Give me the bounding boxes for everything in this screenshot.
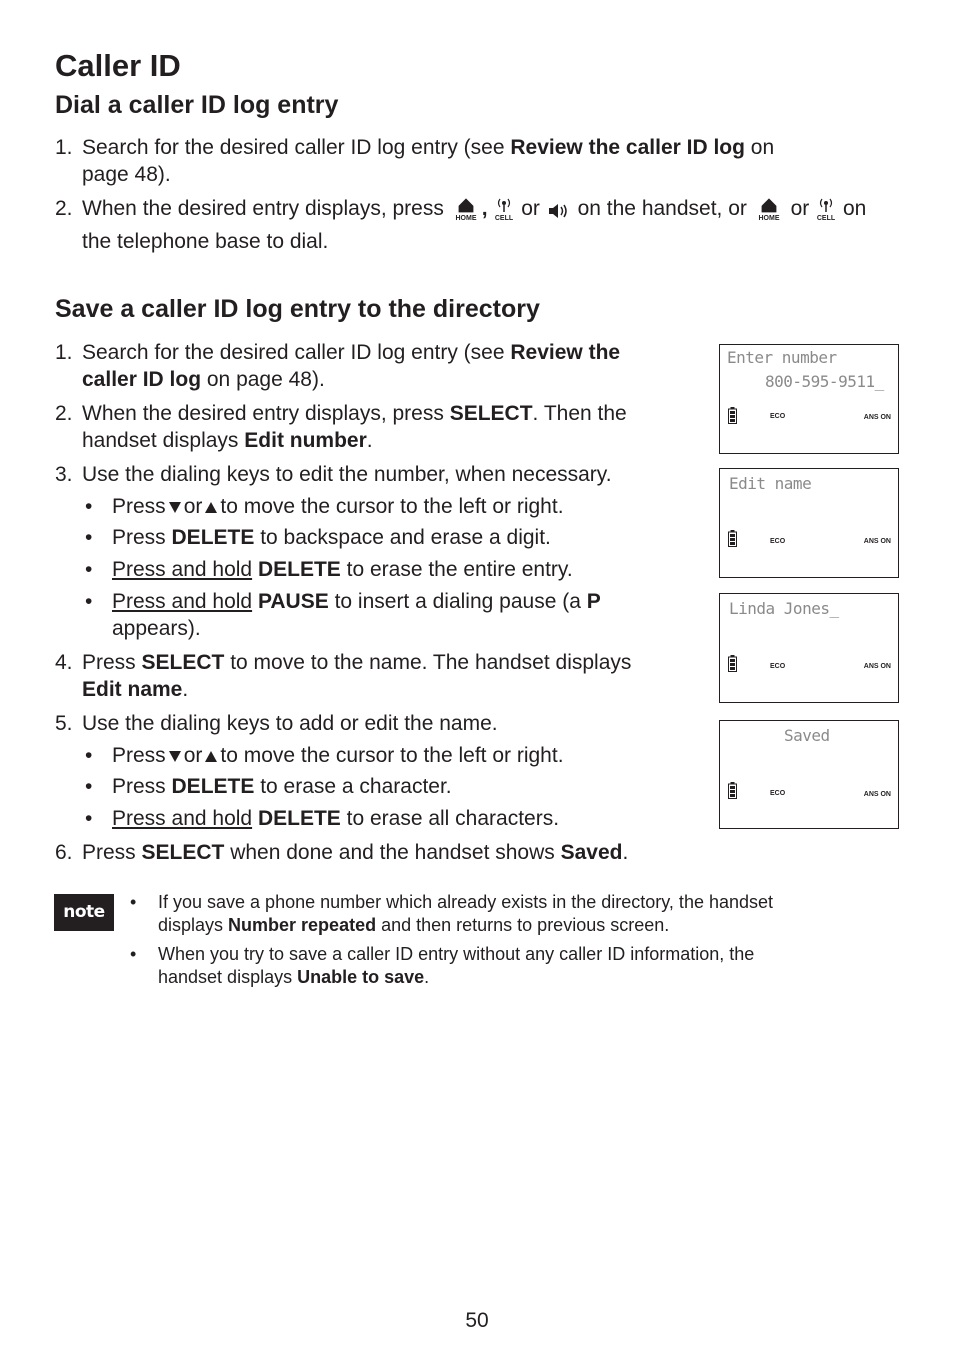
save-step-6: 6. Press SELECT when done and the handset shows Saved. <box>55 841 629 864</box>
lcd-screen-edit-name: Edit name ECO ANS ON <box>719 468 899 578</box>
up-arrow-icon <box>205 751 217 762</box>
list-item: • Press or to move the cursor to the left or right. <box>85 495 564 518</box>
cell-icon <box>494 195 514 228</box>
list-item: • Press DELETE to erase a character. <box>85 775 452 798</box>
battery-icon <box>728 655 737 672</box>
note-item: • When you try to save a caller ID entry without any caller ID information, the handset displays Unable to save. <box>130 944 755 987</box>
section-heading-dial: Dial a caller ID log entry <box>55 91 339 119</box>
home-icon <box>451 195 481 228</box>
cell-icon <box>816 195 836 228</box>
down-arrow-icon <box>169 751 181 762</box>
list-item: • Press DELETE to backspace and erase a digit. <box>85 526 551 549</box>
list-item: • Press and hold DELETE to erase the entire entry. <box>85 558 573 581</box>
lcd-screen-saved: Saved ECO ANS ON <box>719 720 899 829</box>
page-number: 50 <box>465 1309 489 1332</box>
save-step-1: 1. Search for the desired caller ID log entry (see Review the caller ID log on page 48). <box>55 341 621 391</box>
battery-icon <box>728 407 737 424</box>
list-item: • Press and hold DELETE to erase all characters. <box>85 807 560 830</box>
lcd-screen-enter-number: Enter number 800-595-9511_ ECO ANS ON <box>719 344 899 454</box>
save-step-2: 2. When the desired entry displays, press SELECT. Then the handset displays Edit number. <box>55 402 627 452</box>
list-item: • Press and hold PAUSE to insert a dialing pause (a P appears). <box>85 590 601 640</box>
svg-text:HOME: HOME <box>455 215 477 221</box>
note-badge: note <box>54 894 114 931</box>
page-title: Caller ID <box>55 48 181 83</box>
battery-icon <box>728 782 737 799</box>
battery-icon <box>728 530 737 547</box>
dial-step-2: 2. When the desired entry displays, press HOME , CELL or on the handset, or HOME or CELL on the telephone base to dial. <box>55 197 867 253</box>
save-step-4: 4. Press SELECT to move to the name. The handset displays Edit name. <box>55 651 632 701</box>
home-icon <box>754 195 784 228</box>
save-step-5: 5. Use the dialing keys to add or edit the name. <box>55 712 498 735</box>
dial-step-1: 1. Search for the desired caller ID log entry (see Review the caller ID log on page 48). <box>55 136 775 186</box>
down-arrow-icon <box>169 502 181 513</box>
list-item: • Press or to move the cursor to the left or right. <box>85 744 564 767</box>
up-arrow-icon <box>205 502 217 513</box>
save-step-3: 3. Use the dialing keys to edit the number, when necessary. <box>55 463 612 486</box>
lcd-screen-name-entry: Linda Jones_ ECO ANS ON <box>719 593 899 703</box>
svg-text:HOME: HOME <box>758 215 780 221</box>
speaker-icon <box>547 201 571 228</box>
note-item: • If you save a phone number which already exists in the directory, the handset displays Number repeated and then returns to previous screen. <box>130 892 774 935</box>
svg-text:CELL: CELL <box>816 215 836 221</box>
svg-text:CELL: CELL <box>495 215 514 221</box>
section-heading-save: Save a caller ID log entry to the directory <box>55 295 540 323</box>
